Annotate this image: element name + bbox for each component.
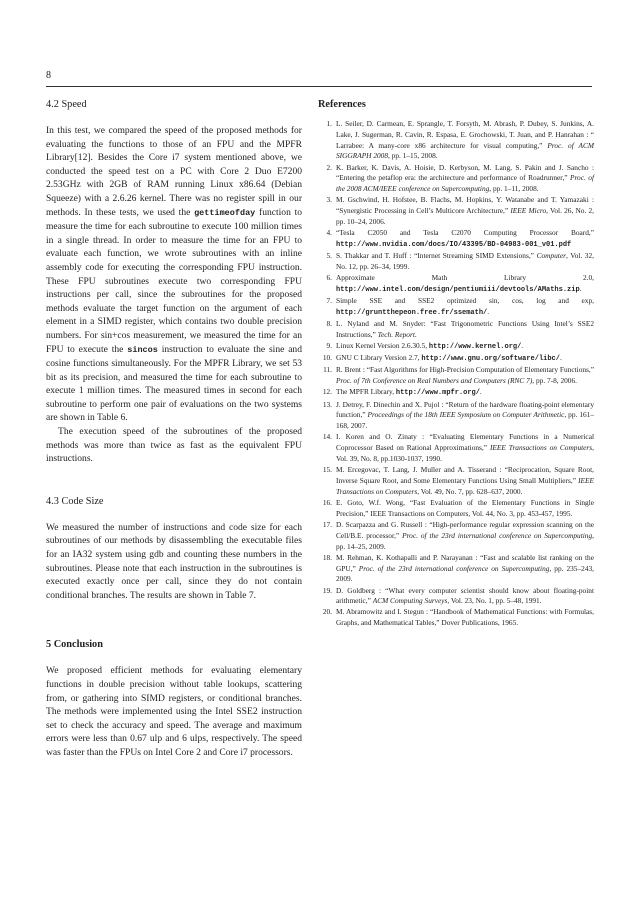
reference-number: 5.: [326, 251, 332, 261]
reference-main-text: Linux Kernel Version 2.6.30.5,: [336, 341, 429, 351]
reference-tail: .: [521, 341, 524, 351]
reference-text: [336, 520, 594, 552]
reference-item: [318, 319, 594, 341]
reference-url: http://www.intel.com/design/pentiumiii/devtools/AMaths.zip: [336, 285, 580, 294]
code-gettimeofday: gettimeofday: [194, 207, 256, 218]
reference-item: [318, 498, 594, 520]
reference-number: 2.: [326, 162, 332, 172]
reference-tail: , pp. 7-8, 2006.: [532, 376, 577, 386]
reference-number: 10.: [322, 353, 332, 363]
reference-number: 9.: [326, 341, 332, 351]
reference-number: 1.: [326, 119, 332, 128]
reference-main-text: D. Scarpazza and G. Russell : “High-performance regular expression scanning on the Cell/B.E. processor,”: [336, 519, 594, 540]
reference-venue: Proceedings of the 18th IEEE Symposium on Computer Arithmetic: [367, 410, 565, 420]
reference-venue: Computer: [536, 251, 566, 261]
code-sincos: sincos: [127, 344, 158, 355]
reference-text: [336, 498, 594, 520]
left-column: [46, 98, 302, 760]
reference-number: 11.: [323, 365, 332, 375]
reference-number: 4.: [326, 228, 332, 238]
reference-main-text: M. Gschwind, H. Hofstee, B. Flachs, M. Hopkins, Y. Watanabe and T. Yamazaki : “Synergistic Processing in Cell’s Multicore Architecture,”: [336, 195, 594, 216]
reference-number: 15.: [322, 465, 332, 475]
reference-item: [318, 365, 594, 387]
reference-item: [318, 432, 594, 464]
reference-main-text: “Tesla C2050 and Tesla C2070 Computing Processor Board,”: [336, 228, 594, 238]
reference-text: [336, 607, 594, 629]
reference-list: [318, 119, 594, 629]
speed-paragraph-1: [46, 124, 302, 425]
reference-main-text: M. Ercegovac, T. Lang, J. Muller and A. Tisserand : “Reciprocation, Square Root, Inverse Square Root, and Some Elementary Functions Using Small Multipliers,”: [336, 465, 594, 485]
reference-text: [336, 465, 594, 497]
reference-venue: Tech. Report: [377, 329, 415, 339]
reference-text: [336, 432, 594, 464]
reference-text: [336, 400, 594, 432]
page-number: 8: [46, 70, 51, 81]
reference-tail: , pp. 1–11, 2008.: [489, 184, 539, 194]
reference-item: [318, 195, 594, 227]
reference-number: 7.: [326, 296, 332, 306]
reference-venue: Proc. of ACM SIGGRAPH 2008: [336, 140, 594, 161]
reference-main-text: R. Brent : “Fast Algorithms for High-Precision Computation of Elementary Functions,”: [336, 365, 594, 375]
reference-item: [318, 119, 594, 162]
conclusion-section-title: 5 Conclusion: [46, 639, 103, 651]
reference-item: [318, 465, 594, 497]
reference-main-text: The MPFR Library,: [336, 387, 396, 397]
reference-number: 16.: [322, 497, 332, 507]
reference-text: [336, 353, 594, 365]
reference-text: [336, 273, 594, 296]
reference-tail: , Vol. 23, No. 1, pp. 5–48, 1991.: [447, 596, 542, 606]
reference-number: 8.: [326, 319, 332, 329]
reference-tail: .: [487, 306, 490, 316]
reference-venue: IEEE Transactions on Computers: [336, 475, 594, 496]
reference-item: [318, 387, 594, 399]
reference-item: [318, 400, 594, 432]
reference-main-text: J. Detrey, F. Dinechin and X. Pujol : “Return of the hardware floating-point elementary function,”: [336, 399, 594, 420]
reference-main-text: GNU C Library Version 2.7,: [336, 353, 422, 363]
speed-section-title: 4.2 Speed: [46, 99, 87, 110]
speed-text-b: function to measure the time for each subroutine to execute 100 million times in a single thread. In order to measure the time for an FPU to evaluate each function, we wrote subroutines with an inline assembly code for executing the corresponding FPU instruction. These FPU subroutines execute two corresponding FPU instructions per call, since the subroutines for the proposed methods evaluate the target function on the argument of each element in a SIMD register, which contains two double precision numbers. For sin+cos measurement, we measured the time for an FPU to execute the: [46, 206, 302, 355]
reference-text: [336, 341, 594, 353]
reference-url: http://www.nvidia.com/docs/IO/43395/BD-04983-001_v01.pdf: [336, 240, 572, 249]
reference-url: http://www.mpfr.org/: [395, 389, 480, 398]
reference-tail: , pp. 161–168, 2007.: [336, 410, 595, 431]
reference-number: 20.: [322, 607, 332, 617]
reference-tail: , pp. 1–15, 2008.: [388, 151, 438, 161]
reference-item: [318, 273, 594, 296]
reference-tail: , pp. 14–25, 2009.: [336, 530, 594, 551]
reference-tail: .: [479, 387, 482, 397]
speed-text-c: instruction to evaluate the sine and cosine functions simultaneously. For the MPFR Library, we set 53 bit as its precision, and measured the time for each subroutine to execute 1 million times. The measured times in second for each subroutine to perform one pair of evaluations on the two systems are shown in Table 6.: [46, 343, 302, 424]
reference-item: [318, 520, 594, 552]
reference-venue: IEEE Transactions on Computers: [489, 443, 593, 453]
reference-item: [318, 553, 594, 585]
reference-venue: Proc. of the 23rd international conference on Supercomputing: [402, 530, 593, 540]
reference-venue: Proc. of the 2008 ACM/IEEE conference on Supercomputing: [336, 173, 594, 194]
speed-paragraph-2: The execution speed of the subroutines of the proposed methods was more than twice as fast as the equivalent FPU instructions.: [46, 426, 302, 465]
reference-main-text: Simple SSE and SSE2 optimized sin, cos, log and exp,: [336, 296, 594, 306]
reference-number: 14.: [322, 432, 332, 442]
speed-text-a: In this test, we compared the speed of the proposed methods for evaluating the functions to those of an FPU and the MPFR Library[12]. Besides the Core i7 system mentioned above, we conducted the speed test on a PC with Core 2 Duo E7200 2.53GHz with 2GB of RAM running Linux x86.64 (Debian Squeeze) with a 2.6.26 kernel. There was no register spill in our methods. In these tests, we used the: [46, 125, 302, 218]
reference-main-text: L. Seiler, D. Carmean, E. Sprangle, T. Forsyth, M. Abrash, P. Dubey, S. Junkins, A. Lake, J. Sugerman, R. Cavin, R. Espasa, E. Grochowski, T. Juan, and P. Hanrahan : “ Larrabee: A many-core x86 architecture for visual computing,”: [336, 119, 594, 150]
reference-tail: , Vol. 39, No. 8, pp.1030-1037, 1990.: [336, 443, 594, 463]
reference-main-text: S. Thakkar and T. Huff : “Internet Streaming SIMD Extensions,”: [336, 251, 537, 261]
reference-url: http://www.kernel.org/: [428, 343, 522, 352]
reference-main-text: E. Goto, W.f. Wong, “Fast Evaluation of the Elementary Functions in Single Precision,” IEEE Transactions on Computers, Vol. 44, No. 3, pp. 453-457, 1995.: [336, 497, 594, 518]
reference-item: [318, 228, 594, 251]
reference-text: [336, 163, 594, 195]
reference-item: [318, 353, 594, 365]
reference-url: http://www.gnu.org/software/libc/: [421, 355, 560, 364]
reference-tail: , pp. 235–243, 2009.: [336, 563, 594, 584]
reference-text: [336, 119, 594, 162]
reference-main-text: K. Barker, K. Davis, A. Hoisie, D. Kerbyson, M. Lang, S. Pakin and J. Sancho : “Entering the petaflop era: the architecture and performance of Roadrunner,”: [336, 162, 594, 183]
reference-venue: Proc. of the 23rd international conference on Supercomputing: [358, 563, 550, 573]
conclusion-paragraph: We proposed efficient methods for evaluating elementary functions in double precision without table lookups, scattering from, or gathering into SIMD registers, or conditional branches. The methods were implemented using the Intel SSE2 instruction set to check the accuracy and speed. The average and maximum errors were less than 0.67 ulp and 6 ulps, respectively. The speed was faster than the FPUs on Intel Core 2 and Core i7 processors.: [46, 665, 302, 758]
reference-number: 12.: [322, 387, 332, 397]
reference-item: [318, 341, 594, 353]
reference-url: http://gruntthepeon.free.fr/ssemath/: [336, 308, 488, 317]
reference-item: [318, 607, 594, 629]
reference-tail: .: [579, 283, 582, 293]
reference-number: 19.: [322, 585, 332, 595]
reference-main-text: L. Nyland and M. Snyder: “Fast Trigonometric Functions Using Intel’s SSE2 Instructions,”: [336, 319, 594, 339]
reference-main-text: D. Goldberg : “What every computer scientist should know about floating-point arithmetic,”: [336, 585, 594, 606]
reference-text: [336, 319, 594, 341]
codesize-paragraph: We measured the number of instructions and code size for each subroutines of our methods by disassembling the executable files for an IA32 system using gdb and counting these numbers in the subroutines. Please note that each instruction in the subroutines is executed exactly once per call, since they do not contain conditional branches. The results are shown in Table 7.: [46, 521, 302, 601]
reference-tail: , Vol. 32, No. 12, pp. 26–34, 1999.: [336, 251, 594, 271]
reference-text: [336, 365, 594, 387]
right-column: [318, 98, 594, 629]
reference-text: [336, 251, 594, 273]
reference-text: [336, 228, 594, 251]
reference-number: 6.: [326, 273, 332, 283]
reference-tail: .: [559, 353, 562, 363]
reference-main-text: I. Koren and O. Zinaty : “Evaluating Elementary Functions in a Numerical Coprocessor Based on Rational Approximations,”: [336, 432, 594, 453]
reference-main-text: M. Abramowitz and I. Stegun : “Handbook of Mathematical Functions: with Formulas, Graphs, and Mathematical Tables,” Dover Publications, 1965.: [336, 607, 594, 628]
reference-number: 18.: [322, 552, 332, 562]
codesize-section-title: 4.3 Code Size: [46, 495, 104, 507]
reference-item: [318, 251, 594, 273]
reference-number: 3.: [326, 195, 332, 205]
reference-venue: Proc. of 7th Conference on Real Numbers and Computers (RNC 7): [336, 376, 533, 386]
reference-item: [318, 296, 594, 319]
header-rule: [46, 86, 592, 87]
reference-number: 17.: [322, 519, 332, 529]
references-title: References: [318, 99, 366, 110]
reference-number: 13.: [322, 399, 332, 409]
reference-text: [336, 586, 594, 608]
reference-text: [336, 195, 594, 227]
reference-tail: , Vol. 26, No. 2, pp. 10–24, 2006.: [336, 206, 595, 226]
reference-text: [336, 387, 594, 399]
reference-venue: ACM Computing Surveys: [372, 596, 448, 606]
reference-text: [336, 296, 594, 319]
reference-tail: .: [414, 329, 417, 339]
reference-tail: , Vol. 49, No. 7, pp. 628–637, 2000.: [417, 486, 523, 496]
reference-item: [318, 586, 594, 608]
reference-main-text: Approximate Math Library 2.0,: [336, 273, 594, 283]
reference-item: [318, 163, 594, 195]
reference-main-text: M. Rehman, K. Kothapalli and P. Narayanan : “Fast and scalable list ranking on the GPU,”: [336, 552, 594, 573]
reference-text: [336, 553, 594, 585]
reference-venue: IEEE Micro: [510, 206, 547, 216]
